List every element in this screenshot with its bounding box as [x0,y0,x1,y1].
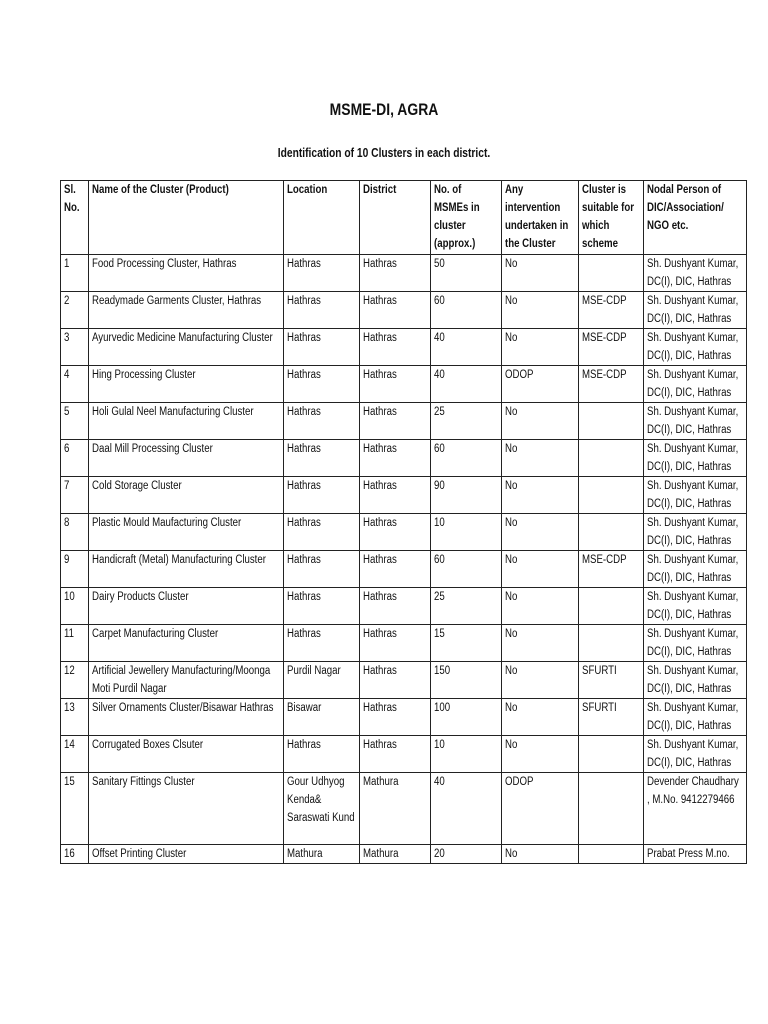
cell-scheme [579,736,644,773]
cell-nodal-person: Sh. Dushyant Kumar, DC(I), DIC, Hathras [644,551,747,588]
table-row [61,329,747,366]
cell-sl-no: 13 [61,699,89,736]
cell-intervention: No [502,699,579,736]
cell-scheme: SFURTI [579,662,644,699]
header-cluster-name: Name of the Cluster (Product) [89,181,284,255]
cell-msme-count: 90 [431,477,502,514]
table-row [61,588,747,625]
header-msme-count: No. of MSMEs in cluster (approx.) [431,181,502,255]
cell-nodal-person: Sh. Dushyant Kumar, DC(I), DIC, Hathras [644,736,747,773]
cell-sl-no: 1 [61,255,89,292]
cell-nodal-person: Sh. Dushyant Kumar, DC(I), DIC, Hathras [644,477,747,514]
cell-msme-count: 20 [431,845,502,864]
table-row [61,845,747,864]
cell-sl-no: 2 [61,292,89,329]
table-row [61,514,747,551]
table-row [61,440,747,477]
cell-cluster-name: Artificial Jewellery Manufacturing/Moonga Moti Purdil Nagar [89,662,284,699]
cell-location: Hathras [284,551,360,588]
table-row [61,477,747,514]
header-location: Location [284,181,360,255]
table-row [61,403,747,440]
cell-intervention: No [502,292,579,329]
table-row [61,551,747,588]
cell-msme-count: 60 [431,292,502,329]
cell-location: Hathras [284,440,360,477]
cell-intervention: No [502,514,579,551]
table-row [61,736,747,773]
cell-nodal-person: Sh. Dushyant Kumar, DC(I), DIC, Hathras [644,292,747,329]
table-row [61,773,747,845]
cell-intervention: No [502,736,579,773]
cell-district: Mathura [360,845,431,864]
cell-msme-count: 15 [431,625,502,662]
cell-cluster-name: Handicraft (Metal) Manufacturing Cluster [89,551,284,588]
cell-cluster-name: Hing Processing Cluster [89,366,284,403]
cell-scheme: MSE-CDP [579,366,644,403]
cell-intervention: No [502,551,579,588]
cell-scheme [579,588,644,625]
cell-scheme [579,403,644,440]
cell-msme-count: 60 [431,440,502,477]
cell-scheme [579,625,644,662]
cell-intervention: No [502,662,579,699]
cell-nodal-person: Sh. Dushyant Kumar, DC(I), DIC, Hathras [644,255,747,292]
cell-intervention: No [502,440,579,477]
cell-msme-count: 150 [431,662,502,699]
header-sl-no: Sl. No. [61,181,89,255]
page-subtitle: Identification of 10 Clusters in each district. [277,146,491,160]
cell-location: Hathras [284,292,360,329]
cell-cluster-name: Holi Gulal Neel Manufacturing Cluster [89,403,284,440]
cell-sl-no: 3 [61,329,89,366]
cell-nodal-person: Sh. Dushyant Kumar, DC(I), DIC, Hathras [644,588,747,625]
cell-sl-no: 8 [61,514,89,551]
cell-intervention: No [502,845,579,864]
cell-sl-no: 4 [61,366,89,403]
cell-cluster-name: Daal Mill Processing Cluster [89,440,284,477]
cell-msme-count: 60 [431,551,502,588]
cell-district: Hathras [360,403,431,440]
cell-district: Hathras [360,366,431,403]
cell-scheme [579,440,644,477]
cell-district: Hathras [360,292,431,329]
cell-location: Mathura [284,845,360,864]
cell-sl-no: 16 [61,845,89,864]
cell-msme-count: 40 [431,329,502,366]
table-header-row [61,181,747,255]
clusters-table [60,180,747,864]
cell-scheme [579,255,644,292]
page-title: MSME-DI, AGRA [329,100,439,119]
cell-district: Mathura [360,773,431,845]
cell-scheme [579,845,644,864]
cell-location: Hathras [284,588,360,625]
cell-cluster-name: Sanitary Fittings Cluster [89,773,284,845]
header-district: District [360,181,431,255]
header-scheme: Cluster is suitable for which scheme [579,181,644,255]
cell-cluster-name: Dairy Products Cluster [89,588,284,625]
cell-scheme: MSE-CDP [579,551,644,588]
cell-nodal-person: Sh. Dushyant Kumar, DC(I), DIC, Hathras [644,403,747,440]
cell-district: Hathras [360,514,431,551]
table-row [61,366,747,403]
cell-nodal-person: Sh. Dushyant Kumar, DC(I), DIC, Hathras [644,662,747,699]
cell-cluster-name: Readymade Garments Cluster, Hathras [89,292,284,329]
cell-nodal-person: Sh. Dushyant Kumar, DC(I), DIC, Hathras [644,440,747,477]
cell-msme-count: 100 [431,699,502,736]
cell-cluster-name: Cold Storage Cluster [89,477,284,514]
cell-scheme: MSE-CDP [579,329,644,366]
cell-nodal-person: Sh. Dushyant Kumar, DC(I), DIC, Hathras [644,625,747,662]
cell-cluster-name: Silver Ornaments Cluster/Bisawar Hathras [89,699,284,736]
cell-district: Hathras [360,551,431,588]
cell-district: Hathras [360,662,431,699]
cell-district: Hathras [360,329,431,366]
cell-intervention: No [502,588,579,625]
table-row [61,662,747,699]
cell-location: Bisawar [284,699,360,736]
cell-scheme [579,514,644,551]
cell-sl-no: 6 [61,440,89,477]
table-row [61,625,747,662]
cell-district: Hathras [360,699,431,736]
cell-msme-count: 50 [431,255,502,292]
cell-district: Hathras [360,477,431,514]
table-row [61,292,747,329]
cell-district: Hathras [360,588,431,625]
cell-sl-no: 9 [61,551,89,588]
cell-msme-count: 25 [431,403,502,440]
cell-district: Hathras [360,255,431,292]
cell-msme-count: 40 [431,366,502,403]
cell-location: Hathras [284,366,360,403]
cell-msme-count: 10 [431,736,502,773]
cell-cluster-name: Corrugated Boxes Clsuter [89,736,284,773]
cell-nodal-person: Sh. Dushyant Kumar, DC(I), DIC, Hathras [644,366,747,403]
cell-location: Hathras [284,736,360,773]
cell-location: Hathras [284,255,360,292]
cell-cluster-name: Food Processing Cluster, Hathras [89,255,284,292]
cell-scheme: SFURTI [579,699,644,736]
cell-msme-count: 40 [431,773,502,845]
cell-location: Hathras [284,403,360,440]
cell-district: Hathras [360,736,431,773]
cell-sl-no: 7 [61,477,89,514]
cell-msme-count: 10 [431,514,502,551]
cell-nodal-person: Sh. Dushyant Kumar, DC(I), DIC, Hathras [644,329,747,366]
cell-sl-no: 11 [61,625,89,662]
cell-intervention: No [502,477,579,514]
cell-nodal-person: Devender Chaudhary , M.No. 9412279466 [644,773,747,845]
cell-scheme: MSE-CDP [579,292,644,329]
cell-scheme [579,773,644,845]
cell-sl-no: 5 [61,403,89,440]
cell-intervention: No [502,255,579,292]
cell-location: Gour Udhyog Kenda& Saraswati Kund [284,773,360,845]
cell-msme-count: 25 [431,588,502,625]
cell-cluster-name: Offset Printing Cluster [89,845,284,864]
cell-intervention: No [502,329,579,366]
cell-district: Hathras [360,440,431,477]
cell-intervention: No [502,403,579,440]
cell-cluster-name: Plastic Mould Maufacturing Cluster [89,514,284,551]
cell-district: Hathras [360,625,431,662]
cell-sl-no: 14 [61,736,89,773]
table-row [61,699,747,736]
header-nodal-person: Nodal Person of DIC/Association/ NGO etc. [644,181,747,255]
cell-nodal-person: Sh. Dushyant Kumar, DC(I), DIC, Hathras [644,514,747,551]
cell-sl-no: 10 [61,588,89,625]
cell-nodal-person: Prabat Press M.no. [644,845,747,864]
cell-nodal-person: Sh. Dushyant Kumar, DC(I), DIC, Hathras [644,699,747,736]
cell-sl-no: 15 [61,773,89,845]
cell-location: Hathras [284,329,360,366]
cell-cluster-name: Carpet Manufacturing Cluster [89,625,284,662]
cell-sl-no: 12 [61,662,89,699]
cell-intervention: ODOP [502,773,579,845]
cell-intervention: No [502,625,579,662]
header-intervention: Any intervention undertaken in the Cluster [502,181,579,255]
cell-intervention: ODOP [502,366,579,403]
cell-cluster-name: Ayurvedic Medicine Manufacturing Cluster [89,329,284,366]
cell-location: Hathras [284,625,360,662]
cell-location: Hathras [284,514,360,551]
cell-location: Purdil Nagar [284,662,360,699]
cell-scheme [579,477,644,514]
table-row [61,255,747,292]
cell-location: Hathras [284,477,360,514]
